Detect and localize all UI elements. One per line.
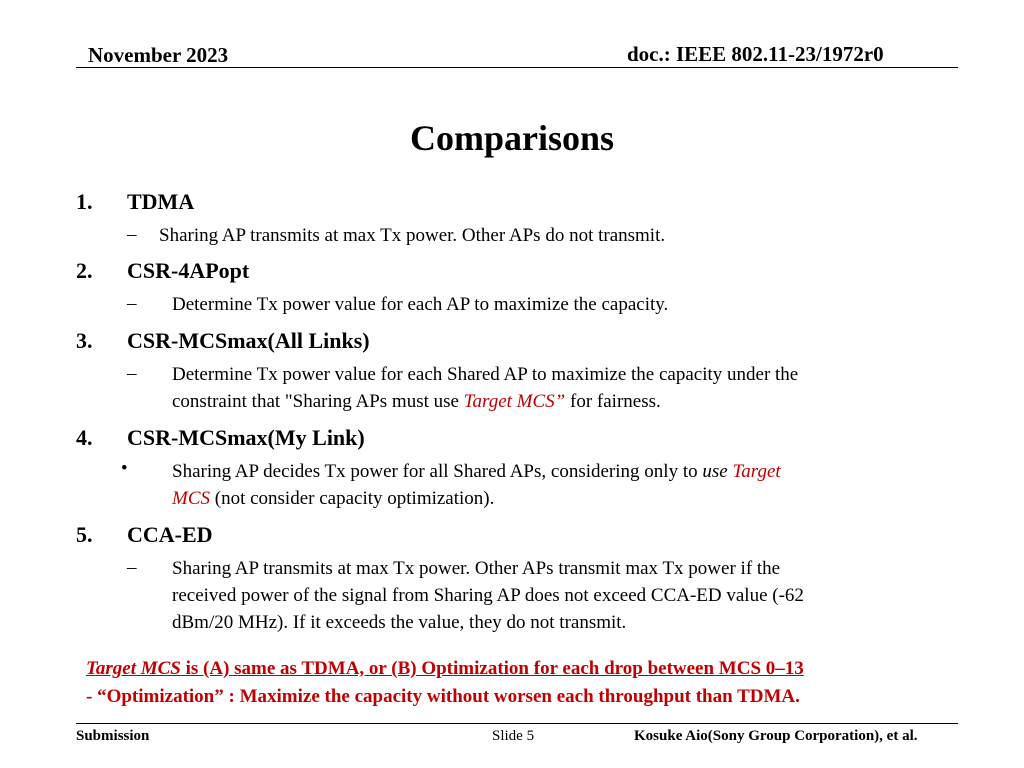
list-item-5-number: 5.: [76, 522, 93, 547]
list-item-1-dash: –: [127, 224, 137, 245]
list-item-4-bullet: •: [121, 458, 128, 479]
note-line2: - “Optimization” : Maximize the capacity without worsen each throughput than TDMA.: [86, 686, 800, 707]
footer-slide-number: Slide 5: [492, 728, 535, 744]
list-item-3-line2-end: for fairness.: [565, 391, 661, 412]
mcs-term: MCS: [172, 488, 210, 509]
list-item-4-line1: Sharing AP decides Tx power for all Shared APs, considering only to: [172, 461, 703, 482]
list-item-2-number: 2.: [76, 258, 93, 283]
list-item-3-line1: Determine Tx power value for each Shared AP to maximize the capacity under the: [172, 364, 799, 385]
list-item-5-line3: dBm/20 MHz). If it exceeds the value, they do not transmit.: [172, 612, 627, 633]
list-item-3-dash: –: [127, 363, 137, 384]
list-item-1-text: Sharing AP transmits at max Tx power. Other APs do not transmit.: [159, 225, 666, 246]
note-line1: [86, 658, 804, 679]
target-term: Target: [732, 461, 781, 482]
header-divider: [76, 67, 958, 68]
list-item-2-heading: CSR-4APopt: [127, 258, 250, 283]
list-item-1-number: 1.: [76, 189, 93, 214]
note-line1-rest: is (A) same as TDMA, or (B) Optimization for each drop between MCS 0–13: [180, 658, 804, 679]
list-item-1-heading: TDMA: [127, 189, 195, 214]
header-date: November 2023: [88, 43, 229, 67]
footer-submission: Submission: [76, 728, 150, 744]
note-target-mcs: Target MCS: [86, 658, 181, 679]
header-doc-id: doc.: IEEE 802.11-23/1972r0: [627, 42, 884, 66]
list-item-2-dash: –: [127, 293, 137, 314]
footer-divider: [76, 723, 958, 724]
list-item-5-heading: CCA-ED: [127, 522, 213, 547]
list-item-4-number: 4.: [76, 425, 93, 450]
list-item-3-line2: constraint that "Sharing APs must use: [172, 391, 464, 412]
footer-author: Kosuke Aio(Sony Group Corporation), et al.: [634, 728, 918, 744]
target-mcs-term: Target MCS”: [463, 391, 566, 412]
list-item-5-line2: received power of the signal from Sharing AP does not exceed CCA-ED value (-62: [172, 585, 804, 606]
list-item-4-heading: CSR-MCSmax(My Link): [127, 425, 365, 450]
target-mcs-note: [86, 655, 966, 711]
list-item-3-heading: CSR-MCSmax(All Links): [127, 328, 370, 353]
list-item-4-line2: (not consider capacity optimization).: [210, 488, 495, 509]
list-item-3-number: 3.: [76, 328, 93, 353]
list-item-5-dash: –: [127, 557, 137, 578]
list-item-5-line1: Sharing AP transmits at max Tx power. Other APs transmit max Tx power if the: [172, 558, 781, 579]
slide-title: Comparisons: [409, 118, 615, 158]
list-item-2-text: Determine Tx power value for each AP to maximize the capacity.: [172, 294, 669, 315]
list-item-3-text: [172, 361, 952, 415]
list-item-5-text: [172, 555, 952, 636]
use-term: use: [702, 461, 728, 482]
list-item-4-text: [172, 458, 952, 512]
